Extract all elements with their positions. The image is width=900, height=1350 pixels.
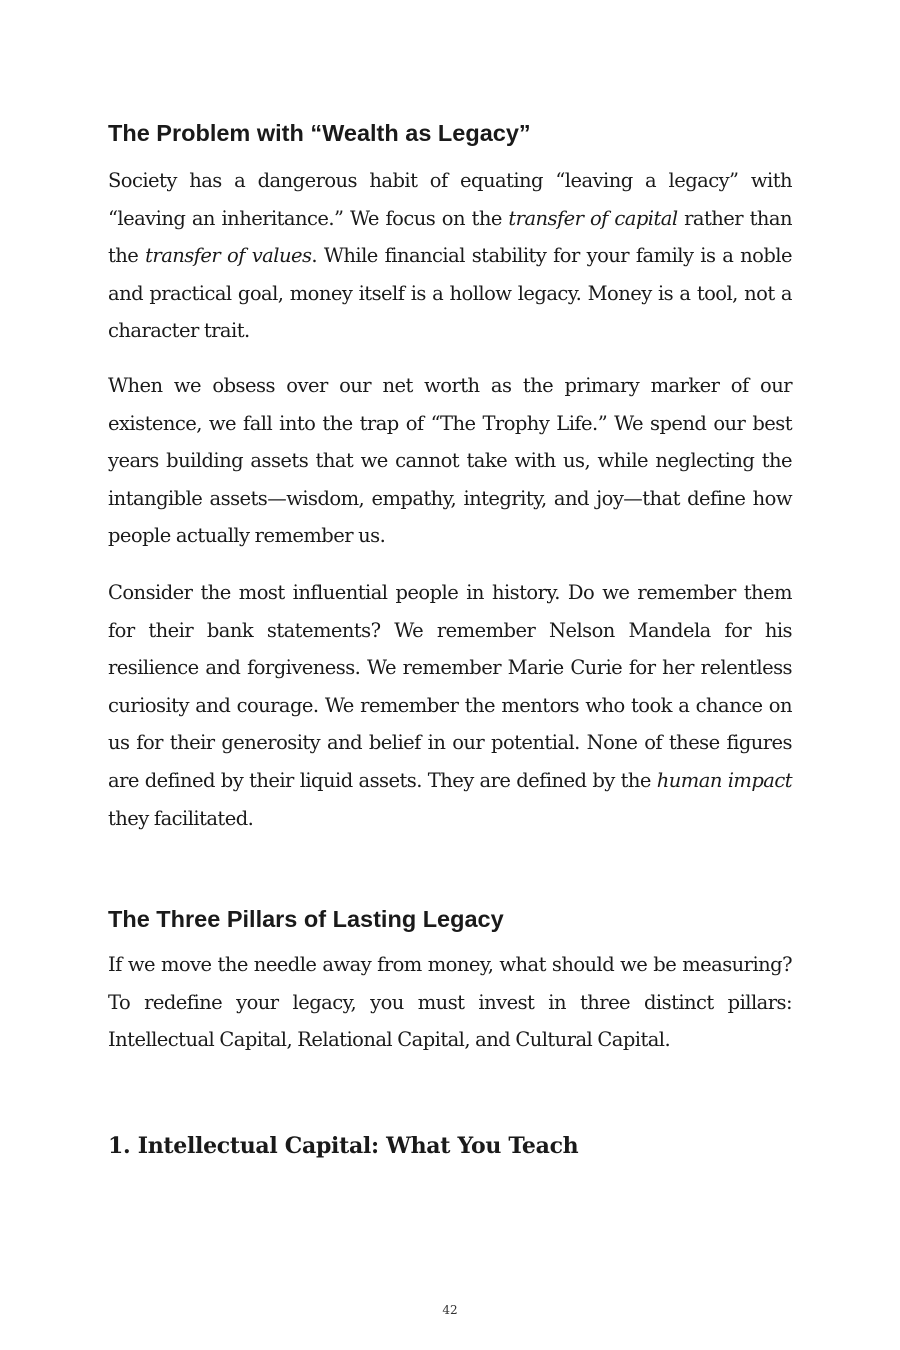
paragraph-influential-people: Consider the most influential people in history. Do we remember them for their bank statements? We remember Nelson Mandela for his resilience and forgiveness. We remember Marie Curie for her relentless curiosity and courage. We remember the mentors who took a chance on us for their generosity and belief in our potential. None of these figures are defined by their liquid assets. They are defined by the human impact they facilitated. (108, 581, 792, 830)
paragraph-pillars-intro: If we move the needle away from money, what should we be measuring? To redefine your legacy, you must invest in three distinct pillars: Intellectual Capital, Relational Capital, and Cultural Capital. (108, 953, 792, 1052)
page-number: 42 (442, 1303, 458, 1317)
paragraph-trophy-life: When we obsess over our net worth as the primary marker of our existence, we fall into the trap of “The Trophy Life.” We spend our best years building assets that we cannot take with us, while neglecting the intangible assets—wisdom, empathy, integrity, and joy—that define how people actually remember us. (108, 374, 792, 548)
paragraph-wealth-legacy: Society has a dangerous habit of equating “leaving a legacy” with “leaving an inheritance.” We focus on the transfer of capital rather than the transfer of values. While financial stability for your family is a noble and practical goal, money itself is a hollow legacy. Money is a tool, not a character trait. (108, 169, 792, 343)
subheading-intellectual-capital: 1. Intellectual Capital: What You Teach (108, 1133, 579, 1159)
book-page (108, 0, 792, 1350)
section-heading-pillars: The Three Pillars of Lasting Legacy (108, 906, 504, 932)
section-heading-problem: The Problem with “Wealth as Legacy” (108, 120, 531, 146)
